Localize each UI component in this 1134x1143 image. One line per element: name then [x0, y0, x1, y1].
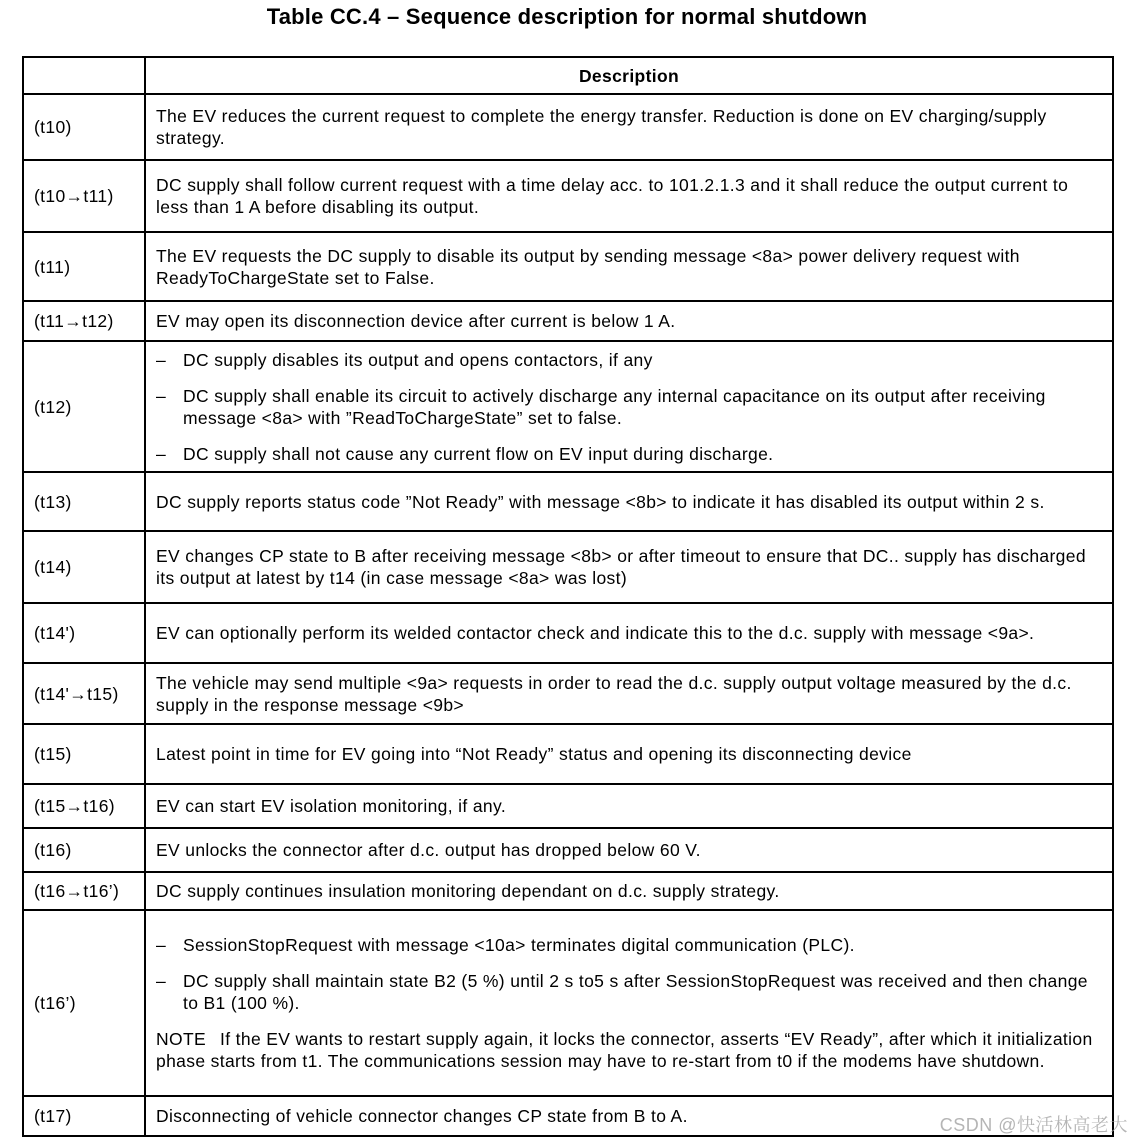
- note-text: If the EV wants to restart supply again, it locks the connector, asserts “EV Ready”, after which it initialization phase starts from t1. The communications session may have to re-start from t0 if the modems have shutdown.: [156, 1029, 1093, 1071]
- bullet-text: DC supply shall maintain state B2 (5 %) until 2 s to5 s after SessionStopRequest was received and then change to B1 (100 %).: [183, 971, 1088, 1013]
- header-key-cell: [23, 57, 145, 94]
- table-row: [23, 160, 1113, 232]
- table-row: [23, 341, 1113, 472]
- row-key: (t11): [23, 232, 145, 301]
- row-key: (t16→t16’): [23, 872, 145, 910]
- bullet-dash: –: [156, 935, 167, 955]
- row-description: DC supply shall follow current request with a time delay acc. to 101.2.1.3 and it shall reduce the output current to less than 1 A before disabling its output.: [145, 160, 1113, 232]
- bullet-item: [156, 443, 1102, 465]
- watermark: CSDN @快活林高老大: [939, 1115, 1128, 1135]
- row-description: EV may open its disconnection device after current is below 1 A.: [145, 301, 1113, 341]
- sequence-table: [22, 56, 1114, 1137]
- bullet-item: [156, 349, 1102, 371]
- bullet-dash: –: [156, 385, 167, 406]
- bullet-text: DC supply shall enable its circuit to actively discharge any internal capacitance on its output after receiving message <8a> with ”ReadToChargeState” set to false.: [183, 385, 1046, 428]
- bullet-text: DC supply shall not cause any current flow on EV input during discharge.: [183, 443, 774, 464]
- row-key: (t16’): [23, 910, 145, 1096]
- bullet-text: DC supply disables its output and opens contactors, if any: [183, 349, 653, 370]
- table-row: [23, 910, 1113, 1096]
- row-key: (t11→t12): [23, 301, 145, 341]
- table-row: [23, 724, 1113, 784]
- row-key: (t14'): [23, 603, 145, 663]
- row-key: (t12): [23, 341, 145, 472]
- bullet-dash: –: [156, 971, 167, 991]
- table-row: [23, 232, 1113, 301]
- table-row: [23, 828, 1113, 872]
- row-key: (t16): [23, 828, 145, 872]
- table-row: [23, 872, 1113, 910]
- row-description: Latest point in time for EV going into “Not Ready” status and opening its disconnecting device: [145, 724, 1113, 784]
- table-row: [23, 531, 1113, 603]
- bullet-item: [156, 934, 1102, 956]
- row-key: (t10→t11): [23, 160, 145, 232]
- table-title: Table CC.4 – Sequence description for normal shutdown: [266, 4, 868, 29]
- row-key: (t15): [23, 724, 145, 784]
- table-row: [23, 663, 1113, 724]
- note-label: NOTE: [156, 1029, 207, 1049]
- row-description: DC supply reports status code ”Not Ready” with message <8b> to indicate it has disabled its output within 2 s.: [145, 472, 1113, 531]
- table-row: [23, 94, 1113, 160]
- row-description: The vehicle may send multiple <9a> requests in order to read the d.c. supply output voltage measured by the d.c. supply in the response message <9b>: [145, 663, 1113, 724]
- row-key: (t14'→t15): [23, 663, 145, 724]
- table-header-row: [23, 57, 1113, 94]
- row-key: (t17): [23, 1096, 145, 1136]
- note-paragraph: [156, 1028, 1102, 1072]
- header-description-cell: Description: [145, 57, 1113, 94]
- bullet-dash: –: [156, 443, 167, 464]
- row-description: DC supply continues insulation monitoring dependant on d.c. supply strategy.: [145, 872, 1113, 910]
- row-key: (t15→t16): [23, 784, 145, 828]
- table-row: [23, 472, 1113, 531]
- row-description: EV can start EV isolation monitoring, if any.: [145, 784, 1113, 828]
- row-description: Disconnecting of vehicle connector changes CP state from B to A.: [145, 1096, 1113, 1136]
- row-key: (t13): [23, 472, 145, 531]
- bullet-item: [156, 970, 1102, 1014]
- row-description: The EV requests the DC supply to disable its output by sending message <8a> power delivery request with ReadyToChargeState set to False.: [145, 232, 1113, 301]
- table-row: [23, 301, 1113, 341]
- row-description: EV unlocks the connector after d.c. output has dropped below 60 V.: [145, 828, 1113, 872]
- row-key: (t14): [23, 531, 145, 603]
- bullet-dash: –: [156, 349, 167, 370]
- bullet-text: SessionStopRequest with message <10a> terminates digital communication (PLC).: [183, 935, 855, 955]
- table-row: [23, 784, 1113, 828]
- row-description: The EV reduces the current request to complete the energy transfer. Reduction is done on EV charging/supply strategy.: [145, 94, 1113, 160]
- row-description: [145, 910, 1113, 1096]
- table-row: [23, 603, 1113, 663]
- row-description: EV changes CP state to B after receiving message <8b> or after timeout to ensure that DC.. supply has discharged its output at latest by t14 (in case message <8a> was lost): [145, 531, 1113, 603]
- row-description: EV can optionally perform its welded contactor check and indicate this to the d.c. supply with message <9a>.: [145, 603, 1113, 663]
- row-description: [145, 341, 1113, 472]
- row-key: (t10): [23, 94, 145, 160]
- bullet-item: [156, 385, 1102, 429]
